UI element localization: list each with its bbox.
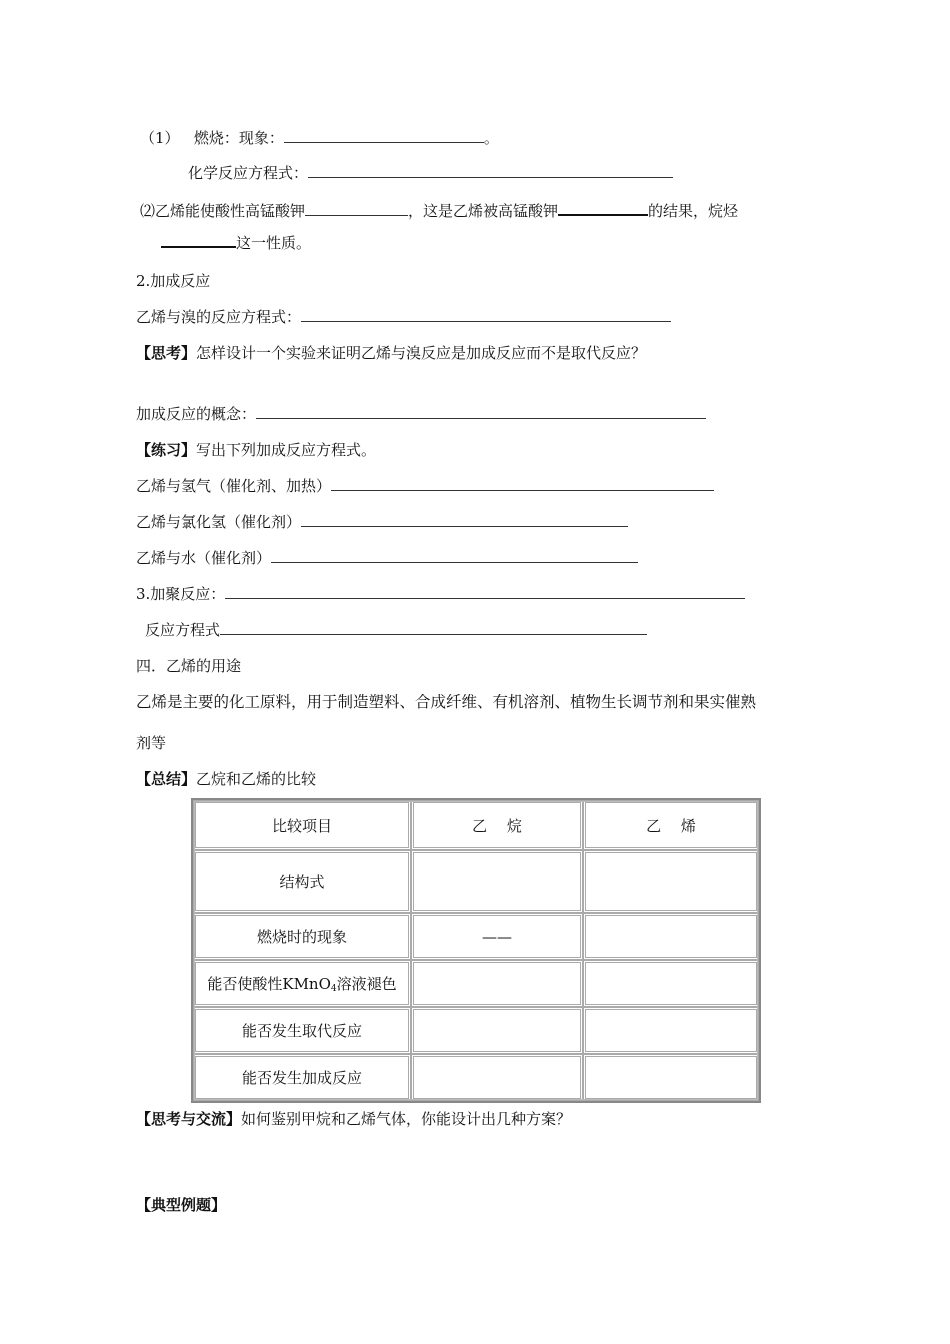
concept-label: 加成反应的概念： [136,405,257,423]
kmno4-text-d: 这一性质。 [236,234,312,252]
kmno4-line-2 [161,232,311,253]
combustion-equation-blank[interactable] [308,163,673,178]
row-label: 能否使酸性KMnO$_4$溶液褪色 [193,960,411,1007]
uses-heading: 四．乙烯的用途 [136,657,242,675]
exercise-water-blank[interactable] [271,548,638,563]
combustion-label: 燃烧：现象： [193,129,284,147]
combustion-equation-line [188,163,673,183]
row-label: 燃烧时的现象 [193,913,411,960]
ethene-cell[interactable] [583,1007,759,1054]
think-tag: 【思考】 [136,344,197,362]
ethane-cell[interactable] [411,1007,583,1054]
exercise-hcl-blank[interactable] [301,512,628,527]
uses-line-1: 乙烯是主要的化工原料，用于制造塑料、合成纤维、有机溶剂、植物生长调节剂和果实催熟 [136,693,757,711]
polymer-equation-label: 反应方程式 [145,621,221,639]
kmno4-blank-2[interactable] [558,200,648,216]
summary-text: 乙烷和乙烯的比较 [196,770,317,788]
examples-tag: 【典型例题】 [136,1196,227,1214]
ethene-cell[interactable] [583,850,759,913]
table-row [193,1054,759,1101]
concept-line [136,404,706,424]
kmno4-subscript: 4 [330,984,337,994]
ethane-cell[interactable] [411,960,583,1007]
summary-tag: 【总结】 [136,770,197,788]
think-text: 怎样设计一个实验来证明乙烯与溴反应是加成反应而不是取代反应？ [196,344,647,362]
practice-tag: 【练习】 [136,441,197,459]
addition-heading: 2.加成反应 [136,272,211,290]
uses-line-2: 剂等 [136,734,167,752]
exercise-hcl [136,512,628,532]
combustion-phenomenon-blank[interactable] [284,128,484,143]
polymer-line [136,584,745,604]
kmno4-text-a: ⑵乙烯能使酸性高锰酸钾 [140,202,306,220]
table-header-row [193,800,759,850]
bromine-equation-line [136,307,671,327]
item-number: （1） [140,129,180,147]
bromine-equation-label: 乙烯与溴的反应方程式： [136,308,302,326]
combustion-line [140,128,499,148]
summary-line [136,769,316,789]
ethene-cell[interactable] [583,960,759,1007]
ethane-cell: —— [411,913,583,960]
concept-blank[interactable] [256,404,706,419]
period: 。 [483,129,499,147]
exercise-hydrogen [136,476,714,496]
table-row [193,960,759,1007]
ethene-cell[interactable] [583,1054,759,1101]
header-item: 比较项目 [193,800,411,850]
table-row [193,1007,759,1054]
row-label: 能否发生加成反应 [193,1054,411,1101]
comparison-table [191,798,761,1103]
exercise-water [136,548,638,568]
exercise-hydrogen-label: 乙烯与氢气（催化剂、加热） [136,477,332,495]
ethene-cell[interactable] [583,913,759,960]
bromine-equation-blank[interactable] [301,307,671,322]
alkane-property-blank[interactable] [161,232,236,248]
practice-line [136,440,376,460]
row-label: 结构式 [193,850,411,913]
table-row [193,913,759,960]
exercise-hydrogen-blank[interactable] [331,476,714,491]
header-ethene: 乙 烯 [583,800,759,850]
equation-label: 化学反应方程式： [188,164,309,182]
discuss-line [136,1109,571,1129]
discuss-text: 如何鉴别甲烷和乙烯气体，你能设计出几种方案？ [241,1110,572,1128]
ethane-cell[interactable] [411,1054,583,1101]
kmno4-text-b: ，这是乙烯被高锰酸钾 [408,202,559,220]
kmno4-formula: KMnO [282,975,331,993]
exercise-water-label: 乙烯与水（催化剂） [136,549,272,567]
practice-text: 写出下列加成反应方程式。 [196,441,377,459]
table-row [193,850,759,913]
header-ethane: 乙 烷 [411,800,583,850]
kmno4-blank-1[interactable] [305,201,408,216]
think-line [136,343,646,363]
polymer-heading: 3.加聚反应： [136,585,226,603]
kmno4-text-c: 的结果，烷烃 [648,202,739,220]
discuss-tag: 【思考与交流】 [136,1110,242,1128]
polymer-equation-line [145,620,647,640]
kmno4-line [140,200,738,221]
exercise-hcl-label: 乙烯与氯化氢（催化剂） [136,513,302,531]
polymer-equation-blank[interactable] [220,620,647,635]
polymer-blank[interactable] [225,584,745,599]
ethane-cell[interactable] [411,850,583,913]
row-label: 能否发生取代反应 [193,1007,411,1054]
